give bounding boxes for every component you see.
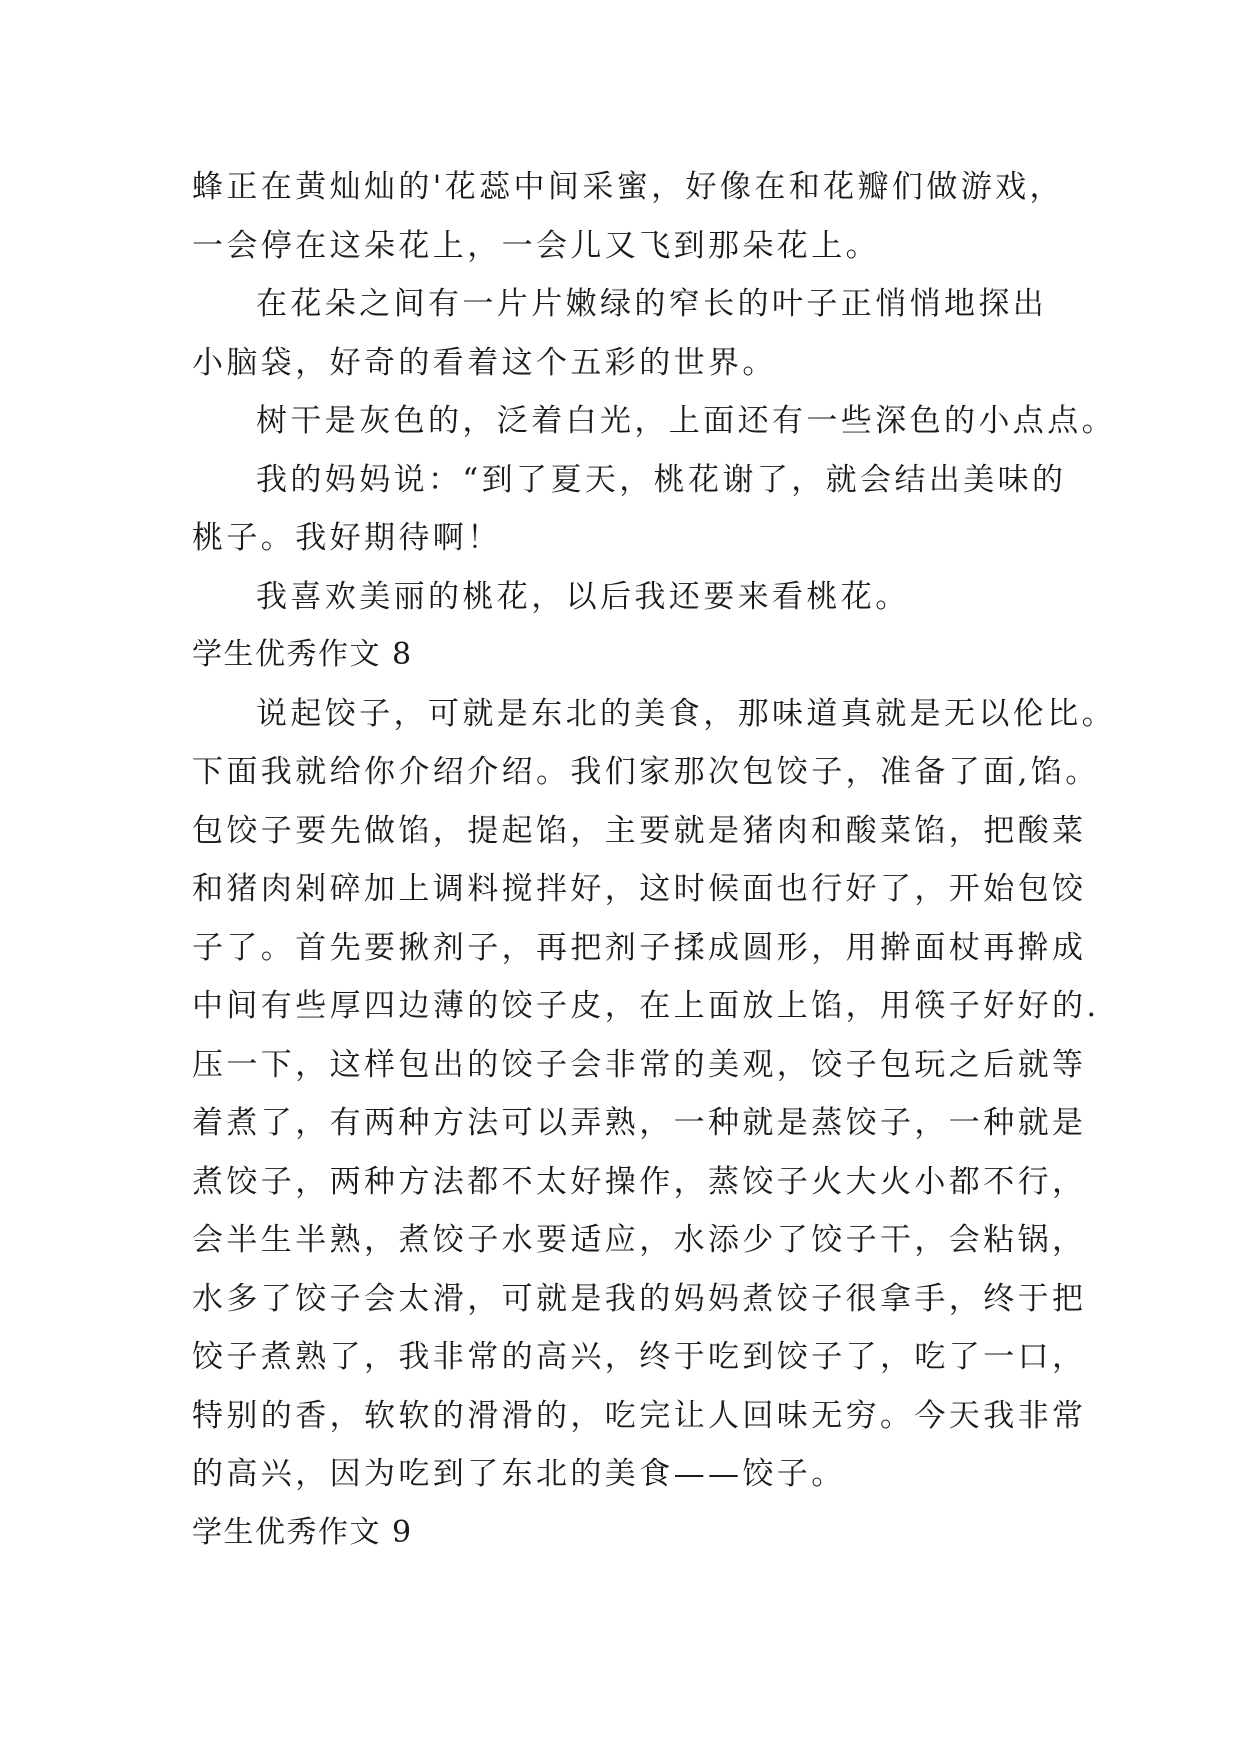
text-line: 蜂正在黄灿灿的'花蕊中间采蜜，好像在和花瓣们做游戏， bbox=[192, 169, 1064, 205]
text-line: 小脑袋，好奇的看着这个五彩的世界。 bbox=[192, 344, 777, 381]
text-line: 我的妈妈说：“到了夏天，桃花谢了，就会结出美味的 bbox=[256, 461, 1067, 498]
text-line: 一会停在这朵花上，一会儿又飞到那朵花上。 bbox=[192, 227, 880, 264]
text-line: 我喜欢美丽的桃花，以后我还要来看桃花。 bbox=[256, 578, 910, 615]
text-line: 特别的香，软软的滑滑的，吃完让人回味无穷。今天我非常 bbox=[192, 1397, 1087, 1434]
text-line: 子了。首先要揪剂子，再把剂子揉成圆形，用擀面杖再擀成 bbox=[192, 929, 1087, 966]
text-line: 在花朵之间有一片片嫩绿的窄长的叶子正悄悄地探出 bbox=[256, 286, 1048, 322]
text-line: 桃子。我好期待啊！ bbox=[192, 520, 502, 556]
section-heading: 学生优秀作文 9 bbox=[192, 1514, 413, 1550]
text-line: 中间有些厚四边薄的饺子皮，在上面放上馅，用筷子好好的. bbox=[192, 988, 1100, 1024]
text-line: 说起饺子，可就是东北的美食，那味道真就是无以伦比。 bbox=[256, 695, 1116, 732]
text-line: 包饺子要先做馅，提起馅，主要就是猪肉和酸菜馅，把酸菜 bbox=[192, 812, 1087, 849]
document-page bbox=[192, 158, 1116, 1562]
text-line: 会半生半熟，煮饺子水要适应，水添少了饺子干，会粘锅， bbox=[192, 1222, 1087, 1258]
text-line: 和猪肉剁碎加上调料搅拌好，这时候面也行好了，开始包饺 bbox=[192, 871, 1087, 907]
text-line: 煮饺子，两种方法都不太好操作，蒸饺子火大火小都不行， bbox=[192, 1163, 1087, 1200]
text-line: 的高兴，因为吃到了东北的美食——饺子。 bbox=[192, 1456, 846, 1492]
text-line: 下面我就给你介绍介绍。我们家那次包饺子，准备了面,馅。 bbox=[192, 754, 1100, 790]
text-line: 压一下，这样包出的饺子会非常的美观，饺子包玩之后就等 bbox=[192, 1046, 1087, 1083]
text-line: 着煮了，有两种方法可以弄熟，一种就是蒸饺子，一种就是 bbox=[192, 1105, 1087, 1141]
text-line: 树干是灰色的，泛着白光，上面还有一些深色的小点点。 bbox=[256, 403, 1116, 439]
text-line: 饺子煮熟了，我非常的高兴，终于吃到饺子了，吃了一口， bbox=[192, 1339, 1087, 1375]
section-heading: 学生优秀作文 8 bbox=[192, 637, 413, 672]
text-line: 水多了饺子会太滑，可就是我的妈妈煮饺子很拿手，终于把 bbox=[192, 1280, 1087, 1317]
